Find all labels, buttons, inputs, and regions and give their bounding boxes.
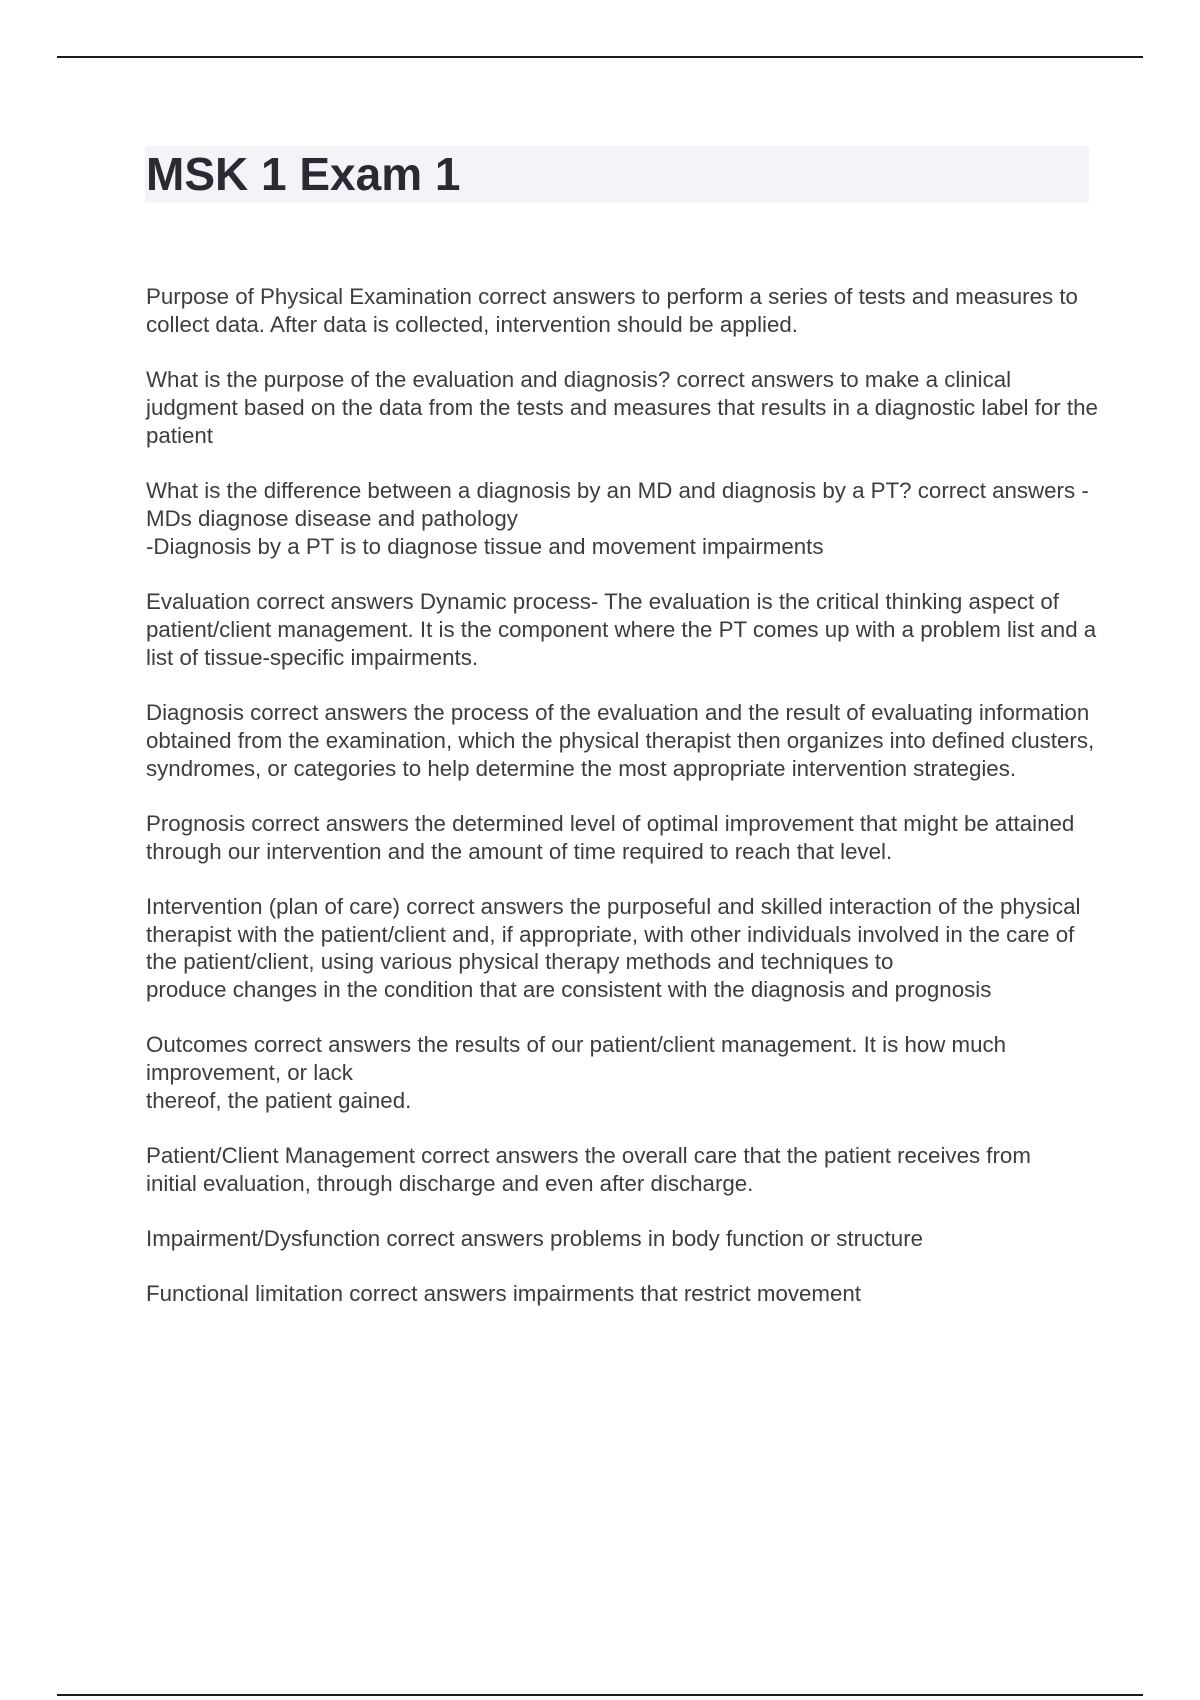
qa-list <box>146 283 1101 1336</box>
qa-separator: correct answers <box>380 1226 550 1252</box>
qa-answer: to perform a series of tests and measures to collect data. After data is collected, intervention should be applied. <box>146 284 1078 337</box>
qa-separator: correct answers <box>911 477 1082 503</box>
qa-answer: -MDs diagnose disease and pathology -Diagnosis by a PT is to diagnose tissue and movement impairments <box>146 477 1089 559</box>
qa-answer: the results of our patient/client management. It is how much improvement, or lack thereof, the patient gained. <box>146 1032 1007 1114</box>
qa-item <box>146 477 1101 561</box>
qa-term: Patient/Client Management <box>146 1143 415 1169</box>
qa-separator: correct answers <box>471 284 642 309</box>
qa-answer: the determined level of optimal improvement that might be attained through our intervention and the amount of time required to reach that level. <box>146 810 1075 864</box>
qa-term: What is the difference between a diagnosis by an MD and diagnosis by a PT? <box>146 477 912 503</box>
qa-term: Purpose of Physical Examination <box>146 284 472 309</box>
document-title: MSK 1 Exam 1 <box>146 148 461 200</box>
qa-item <box>146 893 1101 1005</box>
qa-item <box>146 1280 1101 1308</box>
qa-term: Outcomes <box>146 1032 248 1058</box>
footer-rule <box>57 1694 1143 1696</box>
qa-answer: Dynamic process- The evaluation is the critical thinking aspect of patient/client management. It is the component where the PT comes up with a problem list and a list of tissue-specific impairments. <box>146 588 1097 670</box>
qa-term: Functional limitation <box>146 1281 344 1307</box>
qa-separator: correct answers <box>670 367 841 392</box>
qa-item <box>146 810 1101 866</box>
qa-separator: correct answers <box>250 588 420 614</box>
qa-item <box>146 588 1101 672</box>
qa-item <box>146 283 1101 339</box>
qa-item <box>146 366 1101 450</box>
qa-term: Intervention (plan of care) <box>146 893 401 919</box>
qa-item <box>146 699 1101 783</box>
qa-separator: correct answers <box>243 699 414 725</box>
qa-answer: the process of the evaluation and the result of evaluating information obtained from the examination, which the physical therapist then organizes into defined clusters, syndromes, or categories to help determine the most appropriate intervention strategies. <box>146 699 1095 781</box>
qa-separator: correct answers <box>400 893 570 919</box>
qa-term: Prognosis <box>146 810 246 836</box>
qa-answer: the purposeful and skilled interaction of the physical therapist with the patient/client and, if appropriate, with other individuals involved in the care of the patient/client, using various physical therapy methods and techniques to produce changes in the condition that are consistent with the diagnosis and prognosis <box>146 893 1081 1003</box>
qa-item <box>146 1031 1101 1115</box>
qa-item <box>146 1225 1101 1253</box>
qa-term: Impairment/Dysfunction <box>146 1226 381 1252</box>
qa-answer: impairments that restrict movement <box>512 1281 861 1307</box>
qa-term: What is the purpose of the evaluation and diagnosis? <box>146 367 671 392</box>
qa-answer: problems in body function or structure <box>549 1226 924 1252</box>
qa-answer: the overall care that the patient receives from initial evaluation, through discharge and even after discharge. <box>146 1143 1031 1197</box>
qa-answer: to make a clinical judgment based on the data from the tests and measures that results in a diagnostic label for the patient <box>146 367 1098 448</box>
qa-separator: correct answers <box>414 1143 585 1169</box>
qa-separator: correct answers <box>247 1032 418 1058</box>
qa-term: Evaluation <box>146 588 251 614</box>
qa-separator: correct answers <box>343 1281 513 1307</box>
qa-item <box>146 1142 1101 1198</box>
header-rule <box>57 56 1143 58</box>
qa-separator: correct answers <box>245 810 415 836</box>
qa-term: Diagnosis <box>146 699 244 725</box>
